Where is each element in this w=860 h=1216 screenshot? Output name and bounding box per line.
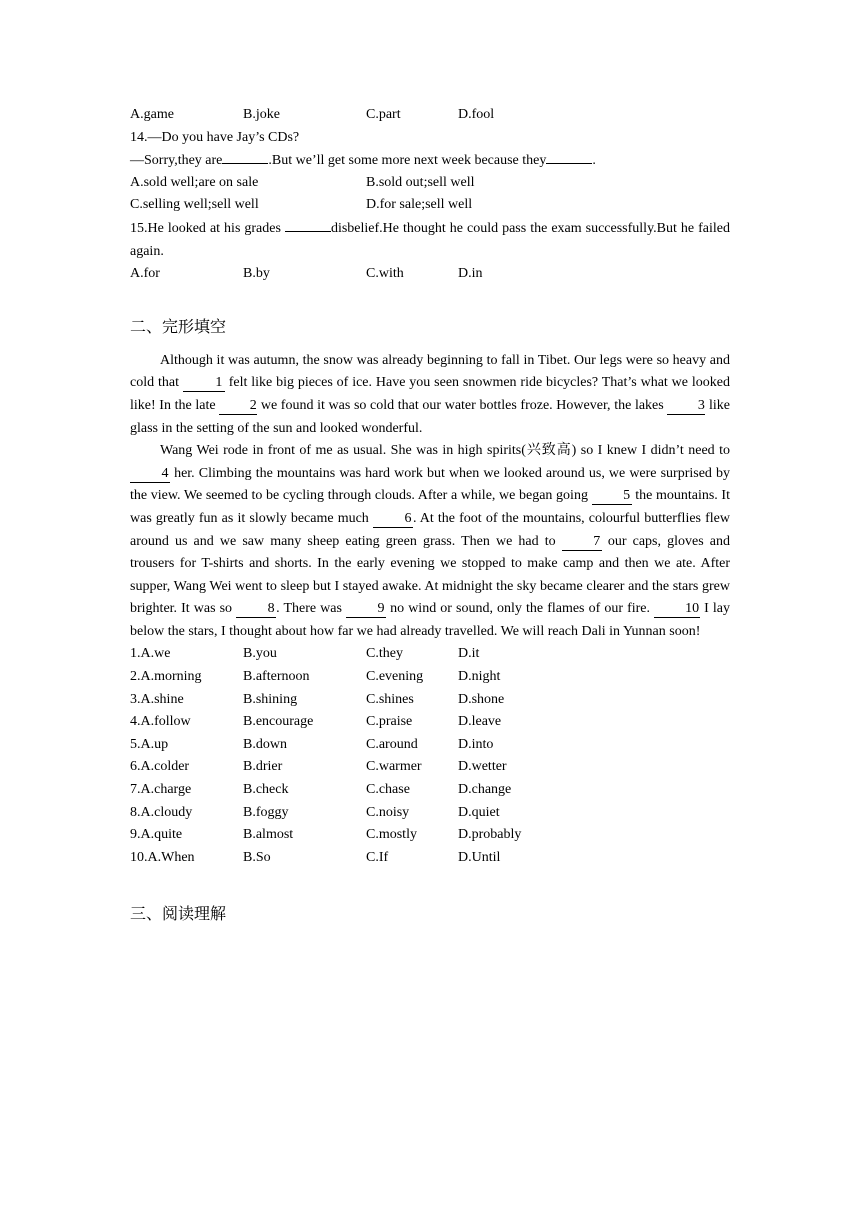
- option-d: D.it: [458, 646, 480, 662]
- option-c: C.noisy: [366, 804, 410, 820]
- section-heading-cloze: 二、完形填空: [130, 316, 227, 336]
- cloze-option-row-3: [130, 689, 730, 712]
- option-a: 4.A.follow: [130, 714, 191, 730]
- option-d: D.probably: [458, 827, 522, 843]
- cloze-paragraph-2: [130, 440, 730, 643]
- option-c: C.evening: [366, 669, 424, 685]
- cloze-blank-1: 1: [183, 375, 225, 392]
- cloze-option-row-1: [130, 643, 730, 666]
- cloze-blank-5: 5: [592, 488, 632, 505]
- passage-text: we found it was so cold that our water bottles froze. However, the lakes: [257, 397, 668, 413]
- cloze-blank-2: 2: [219, 398, 257, 415]
- section-heading-reading: 三、阅读理解: [130, 904, 227, 924]
- option-c: C.chase: [366, 782, 410, 798]
- option-d: D.wetter: [458, 759, 507, 775]
- option-b: B.down: [243, 736, 287, 752]
- cloze-option-row-5: [130, 734, 730, 757]
- q15-text-b: disbelief.He thought he could pass the exam successfully.But he failed again.: [130, 220, 730, 259]
- q14-text-a: —Sorry,they are: [130, 153, 223, 169]
- q14-line2: [130, 149, 730, 172]
- passage-text: her. Climbing the mountains was hard work but when we looked around us, we were surprised by the view. We seemed to be cycling through clouds. After a while, we began going: [130, 465, 730, 504]
- cloze-option-row-10: [130, 847, 730, 870]
- option-d: D.for sale;sell well: [366, 197, 473, 213]
- option-c: C.shines: [366, 691, 414, 707]
- q14-text-b: .But we’ll get some more next week because they: [268, 153, 547, 169]
- passage-text: . At the foot of the mountains, colourful butterflies flew around us and we saw many sheep eating green grass. Then we had to: [130, 510, 730, 549]
- option-a: 3.A.shine: [130, 691, 184, 707]
- option-d: D.leave: [458, 714, 502, 730]
- option-b: B.drier: [243, 759, 283, 775]
- q14-options-row2: [130, 194, 730, 217]
- option-a: 7.A.charge: [130, 782, 192, 798]
- option-a: 2.A.morning: [130, 669, 202, 685]
- option-a: 10.A.When: [130, 849, 195, 865]
- option-d: D.Until: [458, 849, 501, 865]
- option-c: C.part: [366, 107, 401, 122]
- option-a: 5.A.up: [130, 736, 169, 752]
- answer-blank: [222, 149, 268, 164]
- cloze-blank-3: 3: [667, 398, 705, 415]
- cloze-option-row-6: [130, 756, 730, 779]
- option-c: C.If: [366, 849, 389, 865]
- q13-options: [130, 104, 730, 127]
- cloze-option-row-2: [130, 666, 730, 689]
- q14-stem: 14.—Do you have Jay’s CDs?: [130, 129, 300, 145]
- option-c: C.they: [366, 646, 403, 662]
- cloze-option-row-9: [130, 824, 730, 847]
- option-b: B.encourage: [243, 714, 314, 730]
- q15-options: [130, 263, 730, 286]
- option-c: C.warmer: [366, 759, 422, 775]
- cloze-options-list: [130, 643, 730, 869]
- option-b: B.joke: [243, 107, 280, 122]
- cloze-blank-9: 9: [346, 601, 386, 618]
- option-b: B.shining: [243, 691, 298, 707]
- option-a: 1.A.we: [130, 646, 171, 662]
- option-b: B.sold out;sell well: [366, 174, 475, 190]
- passage-text: Although it was autumn, the snow was already beginning to fall in Tibet. Our legs were so heavy and cold that: [130, 352, 730, 391]
- passage-text: I lay below the stars, I thought about how far we had already travelled. We will reach Dali in Yunnan soon!: [130, 601, 730, 639]
- option-c: C.around: [366, 736, 418, 752]
- document-page: [130, 104, 730, 929]
- option-c: C.selling well;sell well: [130, 197, 259, 213]
- option-c: C.mostly: [366, 827, 417, 843]
- option-b: B.So: [243, 849, 271, 865]
- cloze-blank-6: 6: [373, 511, 413, 528]
- option-d: D.change: [458, 782, 512, 798]
- cloze-blank-7: 7: [562, 534, 602, 551]
- cloze-blank-4: 4: [130, 466, 170, 483]
- cloze-blank-8: 8: [236, 601, 276, 618]
- passage-text: Wang Wei rode in front of me as usual. She was in high spirits(兴致高) so I knew I didn’t need to: [160, 443, 730, 459]
- cloze-paragraph-1: [130, 350, 730, 440]
- option-c: C.with: [366, 266, 404, 282]
- option-b: B.check: [243, 782, 289, 798]
- option-b: B.afternoon: [243, 669, 310, 685]
- option-a: 9.A.quite: [130, 827, 183, 843]
- option-a: A.game: [130, 107, 174, 122]
- option-d: D.shone: [458, 691, 505, 707]
- option-a: 8.A.cloudy: [130, 804, 193, 820]
- passage-text: our caps, gloves and trousers for T-shirts and shorts. In the early evening we stopped to make camp and then we ate. After supper, Wang Wei went to sleep but I stayed awake. At midnight the sky became clearer and the stars grew brighter. It was so: [130, 533, 730, 617]
- cloze-option-row-4: [130, 711, 730, 734]
- option-a: A.for: [130, 266, 160, 282]
- option-d: D.quiet: [458, 804, 500, 820]
- passage-text: felt like big pieces of ice. Have you seen snowmen ride bicycles? That’s what we looked like! In the late: [130, 375, 730, 413]
- passage-text: the mountains. It was greatly fun as it slowly became much: [130, 488, 730, 526]
- option-d: D.into: [458, 736, 494, 752]
- answer-blank: [546, 149, 592, 164]
- option-b: B.foggy: [243, 804, 289, 820]
- answer-blank: [285, 217, 331, 232]
- q15-stem: [130, 217, 730, 263]
- cloze-option-row-7: [130, 779, 730, 802]
- passage-text: no wind or sound, only the flames of our fire.: [386, 601, 655, 617]
- option-a: 6.A.colder: [130, 759, 190, 775]
- cloze-option-row-8: [130, 802, 730, 825]
- option-a: A.sold well;are on sale: [130, 174, 259, 190]
- option-c: C.praise: [366, 714, 413, 730]
- option-d: D.in: [458, 266, 483, 282]
- passage-text: . There was: [276, 601, 347, 617]
- option-b: B.almost: [243, 827, 294, 843]
- option-d: D.night: [458, 669, 501, 685]
- option-d: D.fool: [458, 107, 495, 122]
- q15-text-a: 15.He looked at his grades: [130, 220, 285, 236]
- q14-text-c: .: [592, 153, 596, 169]
- q14-options-row1: [130, 172, 730, 195]
- option-b: B.by: [243, 266, 270, 282]
- passage-text: like glass in the setting of the sun and looked wonderful.: [130, 397, 730, 436]
- option-b: B.you: [243, 646, 277, 662]
- cloze-blank-10: 10: [654, 601, 700, 618]
